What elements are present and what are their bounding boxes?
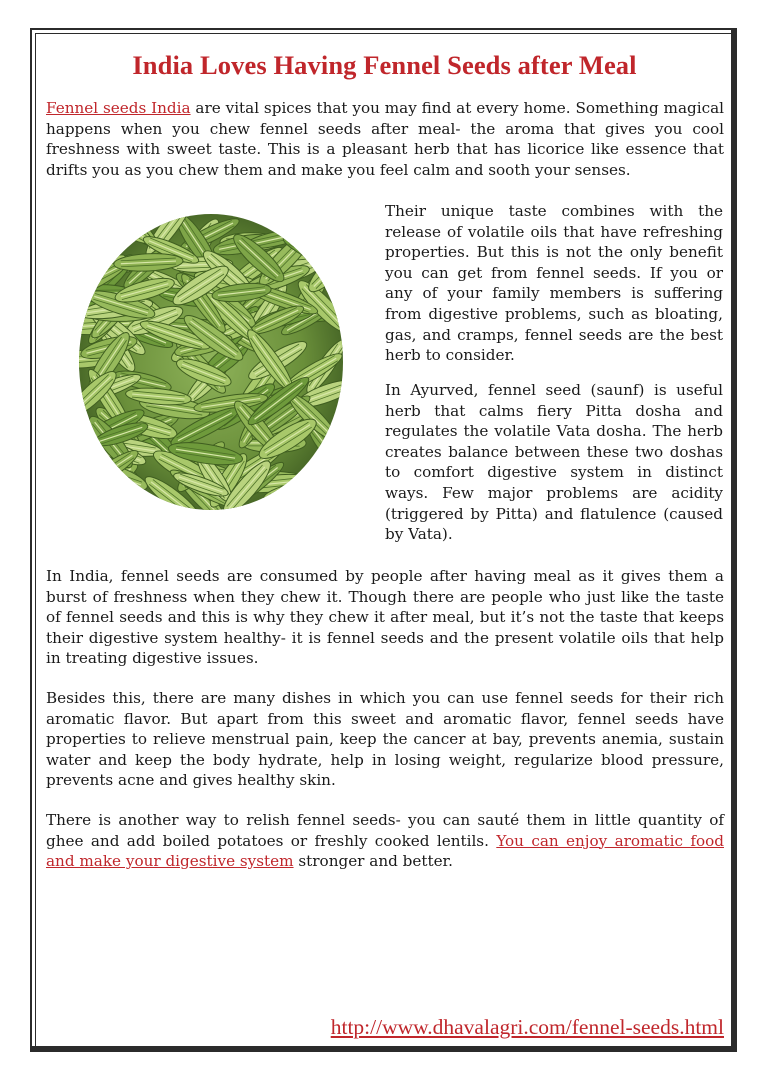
- intro-paragraph: [46, 98, 724, 180]
- besides-paragraph: Besides this, there are many dishes in which you can use fennel seeds for their rich aromatic flavor. But apart from this sweet and aromatic flavor, fennel seeds have properties to relieve menstrual pain, keep the cancer at bay, prevents anemia, sustain water and keep the body hydrate, help in losing weight, regularize blood pressure, prevents acne and gives healthy skin.: [46, 689, 724, 789]
- another-way-tail: stronger and better.: [293, 852, 453, 870]
- website-url-link[interactable]: http://www.dhavalagri.com/fennel-seeds.html: [330, 1015, 724, 1039]
- another-way-paragraph: [46, 810, 724, 872]
- column-paragraph-1: Their unique taste combines with the release of volatile oils that have refreshing properties. But this is not the only benefit you can get from fennel seeds. If you or any of your family members is suffering from digestive problems, such as bloating, gas, and cramps, fennel seeds are the best herb to consider.: [385, 202, 723, 365]
- column-paragraph-2: In Ayurved, fennel seed (saunf) is useful herb that calms fiery Pitta dosha and regulates the volatile Vata dosha. The herb creates balance between these two doshas to comfort digestive system in distinct ways. Few major problems are acidity (triggered by Pitta) and flatulence (caused by Vata).: [385, 381, 723, 544]
- another-way-text: There is another way to relish fennel seeds- you can sauté them in little quantity of ghee and add boiled potatoes or freshly cooked lentils.: [46, 811, 724, 850]
- page-title: India Loves Having Fennel Seeds after Meal: [132, 50, 637, 80]
- fennel-seeds-india-link[interactable]: Fennel seeds India: [46, 99, 191, 117]
- page-shadow-bottom: [32, 1046, 737, 1052]
- india-paragraph: In India, fennel seeds are consumed by people after having meal as it gives them a burst of freshness when they chew it. Though there are people who just like the taste of fennel seeds and this is why they chew it after meal, but it’s not the taste that keeps their digestive system healthy- it is fennel seeds and the present volatile oils that help in treating digestive issues.: [46, 567, 724, 667]
- fennel-seeds-photo: [76, 212, 346, 512]
- aromatic-food-link[interactable]: You can enjoy aromatic food and make your digestive system: [46, 831, 724, 870]
- page-shadow-right: [731, 30, 737, 1052]
- intro-text: are vital spices that you may find at every home. Something magical happens when you chew fennel seeds after meal- the aroma that gives you cool freshness with sweet taste. This is a pleasant herb that has licorice like essence that drifts you as you chew them and make you feel calm and sooth your senses.: [46, 99, 724, 179]
